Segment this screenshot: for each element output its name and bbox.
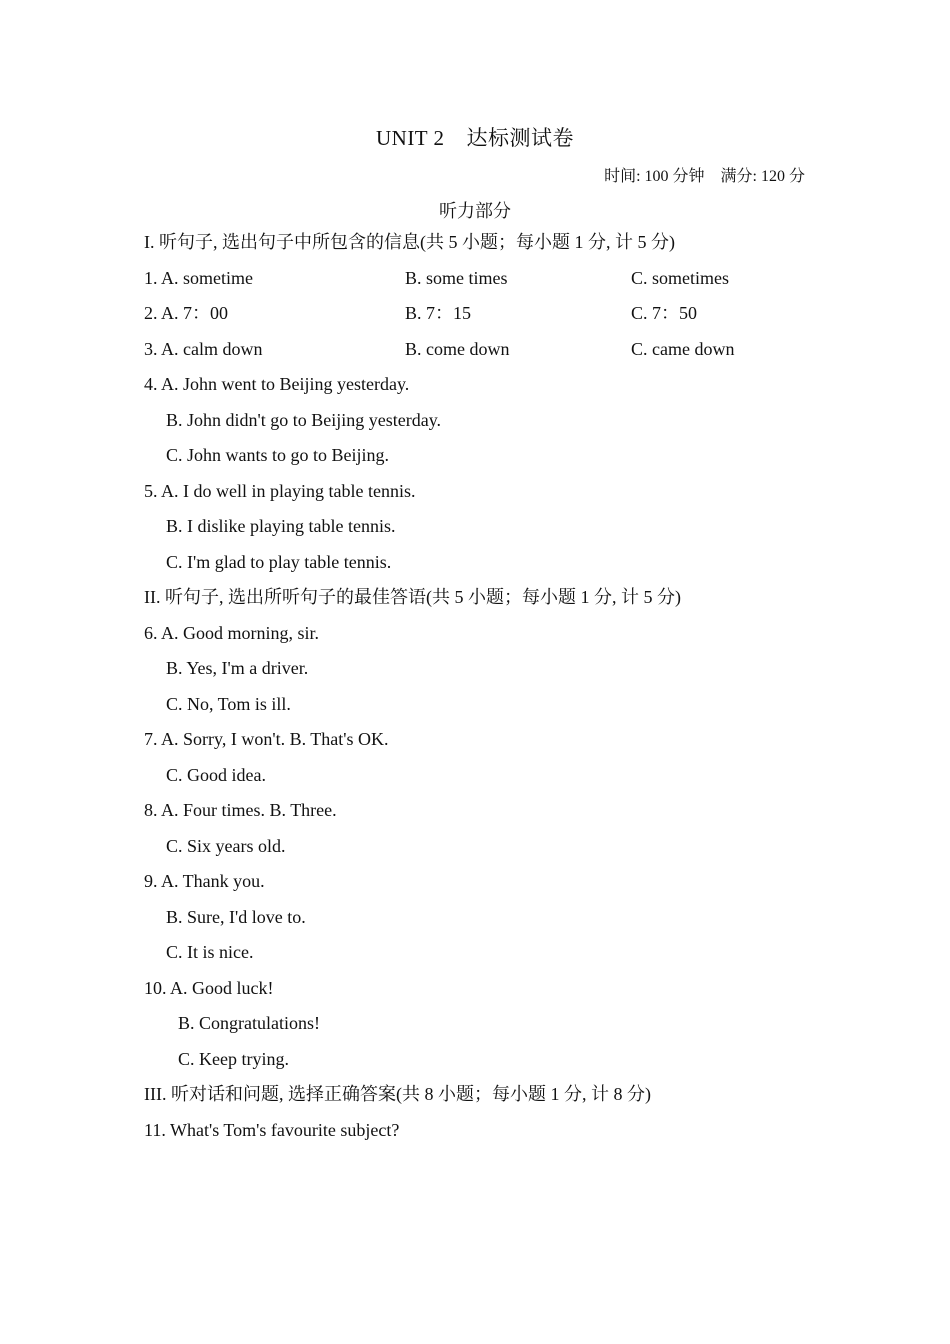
q5-option-c: C. I'm glad to play table tennis. [166, 551, 392, 572]
q6-option-a: 6. A. Good morning, sir. [144, 622, 320, 643]
q9-option-b: B. Sure, I'd love to. [166, 906, 306, 927]
part1-heading: I. 听句子, 选出句子中所包含的信息(共 5 小题；每小题 1 分, 计 5 分) [144, 232, 675, 252]
page-title [0, 122, 950, 152]
unit-label: UNIT 2 [375, 126, 445, 150]
q1-option-a: 1. A. sometime [144, 267, 253, 288]
q6-option-c: C. No, Tom is ill. [166, 693, 291, 714]
q9-option-c: C. It is nice. [166, 942, 254, 962]
q7-option-c: C. Good idea. [166, 764, 266, 785]
q10-option-a: 10. A. Good luck! [144, 977, 274, 998]
q2-option-b: B. 7：15 [405, 303, 472, 323]
q4-option-c: C. John wants to go to Beijing. [166, 445, 390, 465]
section-heading-listening: 听力部分 [439, 201, 511, 221]
q10-option-c: C. Keep trying. [178, 1048, 289, 1069]
q1-option-c: C. sometimes [631, 267, 729, 288]
part3-heading: III. 听对话和问题, 选择正确答案(共 8 小题；每小题 1 分, 计 8 分) [144, 1084, 651, 1104]
q8-options-ab: 8. A. Four times. B. Three. [144, 800, 337, 820]
q2-option-a: 2. A. 7：00 [144, 303, 229, 323]
question-11: 11. What's Tom's favourite subject? [144, 1119, 400, 1140]
q3-option-c: C. came down [631, 338, 735, 359]
q5-option-a: 5. A. I do well in playing table tennis. [144, 480, 416, 501]
q3-option-b: B. come down [405, 338, 510, 359]
q1-option-b: B. some times [405, 267, 508, 288]
q4-option-a: 4. A. John went to Beijing yesterday. [144, 374, 410, 394]
title-label: 达标测试卷 [466, 126, 575, 150]
q8-option-c: C. Six years old. [166, 835, 286, 856]
q7-options-ab: 7. A. Sorry, I won't. B. That's OK. [144, 729, 389, 749]
q2-option-c: C. 7：50 [631, 303, 698, 323]
q5-option-b: B. I dislike playing table tennis. [166, 516, 396, 536]
q9-option-a: 9. A. Thank you. [144, 871, 265, 891]
question-1 [144, 267, 824, 303]
q10-option-b: B. Congratulations! [178, 1013, 320, 1033]
q6-option-b: B. Yes, I'm a driver. [166, 658, 309, 678]
q3-option-a: 3. A. calm down [144, 338, 263, 359]
part2-heading: II. 听句子, 选出所听句子的最佳答语(共 5 小题；每小题 1 分, 计 5 分) [144, 587, 681, 607]
question-3 [144, 338, 824, 374]
exam-time-score: 时间: 100 分钟 满分: 120 分 [604, 168, 805, 185]
question-list [144, 231, 824, 1154]
q4-option-b: B. John didn't go to Beijing yesterday. [166, 409, 442, 430]
question-2 [144, 302, 824, 338]
